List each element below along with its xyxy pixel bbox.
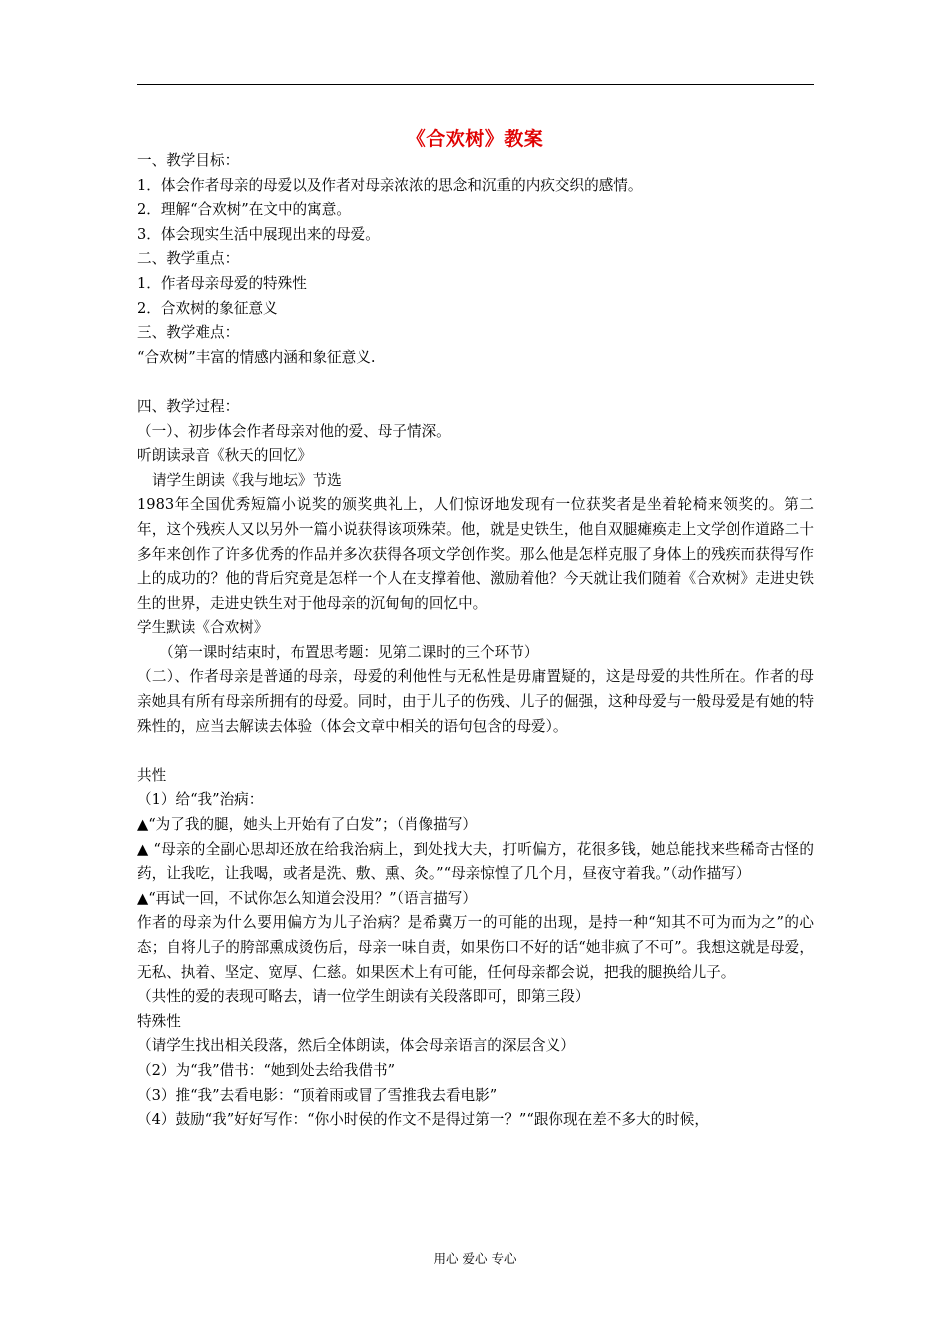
paragraph: 听朗读录音《秋天的回忆》 — [137, 447, 313, 465]
paragraph: （共性的爱的表现可略去，请一位学生朗读有关段落即可，即第三段） — [137, 988, 590, 1006]
paragraph: ▲“再试一回，不试你怎么知道会没用？”（语言描写） — [137, 889, 477, 907]
paragraph: 请学生朗读《我与地坛》节选 — [152, 471, 342, 489]
paragraph: （1）给“我”治病： — [137, 791, 264, 809]
spacer — [137, 739, 814, 764]
list-item: 3．体会现实生活中展现出来的母爱。 — [137, 225, 380, 243]
paragraph: “合欢树”丰富的情感内涵和象征意义. — [137, 348, 376, 366]
section-heading: 特殊性 — [137, 1012, 181, 1030]
paragraph: ▲ “母亲的全副心思却还放在给我治病上，到处找大夫，打听偏方，花很多钱，她总能找来些稀奇古怪的药，让我吃，让我喝，或者是洗、敷、熏、灸。”“母亲惊惶了几个月，昼夜守着我。”（动作描写） — [137, 840, 814, 883]
list-item: 1．作者母亲母爱的特殊性 — [137, 274, 307, 292]
spacer — [137, 370, 814, 395]
paragraph: （4）鼓励“我”好好写作：“你小时侯的作文不是得过第一？”“跟你现在差不多大的时候， — [137, 1111, 709, 1129]
section-heading: 一、教学目标： — [137, 152, 240, 169]
paragraph: （2）为“我”借书：“她到处去给我借书” — [137, 1061, 396, 1079]
paragraph: （二）、作者母亲是普通的母亲，母爱的利他性与无私性是毋庸置疑的，这是母爱的共性所在。作者的母亲她具有所有母亲所拥有的母爱。同时，由于儿子的伤残、儿子的倔强，这种母爱与一般母爱是有她的特殊性的，应当去解读去体验（体会文章中相关的语句包含的母爱）。 — [137, 668, 814, 735]
page-footer: 用心 爱心 专心 — [433, 1251, 517, 1266]
paragraph: ▲“为了我的腿，她头上开始有了白发”；（肖像描写） — [137, 816, 477, 834]
page-title: 《合欢树》教案 — [406, 128, 544, 150]
document-body — [137, 149, 814, 1133]
paragraph: （第一课时结束时，布置思考题：见第二课时的三个环节） — [159, 643, 539, 661]
paragraph: （3）推“我”去看电影：“顶着雨或冒了雪推我去看电影” — [137, 1086, 498, 1104]
paragraph: （一）、初步体会作者母亲对他的爱、母子情深。 — [137, 422, 451, 440]
list-item: 1．体会作者母亲的母爱以及作者对母亲浓浓的思念和沉重的内疚交织的感情。 — [137, 176, 643, 194]
paragraph: 作者的母亲为什么要用偏方为儿子治病？是希冀万一的可能的出现，是持一种“知其不可为而为之”的心态；自将儿子的胯部熏成烫伤后，母亲一味自责，如果伤口不好的话“她非疯了不可”。我想这就是母爱，无私、执着、坚定、宽厚、仁慈。如果医术上有可能，任何母亲都会说，把我的腿换给儿子。 — [137, 914, 814, 981]
list-item: 2．理解“合欢树”在文中的寓意。 — [137, 201, 351, 219]
paragraph: （请学生找出相关段落，然后全体朗读，体会母亲语言的深层含义） — [137, 1037, 575, 1055]
paragraph: 学生默读《合欢树》 — [137, 619, 269, 637]
section-heading: 四、教学过程： — [137, 397, 240, 415]
section-heading: 共性 — [137, 766, 167, 784]
section-heading: 三、教学难点： — [137, 324, 240, 342]
header-rule — [137, 84, 814, 85]
list-item: 2．合欢树的象征意义 — [137, 299, 278, 317]
section-heading: 二、教学重点： — [137, 250, 240, 268]
paragraph: 1983年全国优秀短篇小说奖的颁奖典礼上，人们惊讶地发现有一位获奖者是坐着轮椅来领奖的。第二年，这个残疾人又以另外一篇小说获得该项殊荣。他，就是史铁生，他自双腿瘫痪走上文学创作道路二十多年来创作了许多优秀的作品并多次获得各项文学创作奖。那么他是怎样克服了身体上的残疾而获得写作上的成功的？他的背后究竟是怎样一个人在支撑着他、激励着他？今天就让我们随着《合欢树》走进史铁生的世界，走进史铁生对于他母亲的沉甸甸的回忆中。 — [137, 496, 814, 612]
